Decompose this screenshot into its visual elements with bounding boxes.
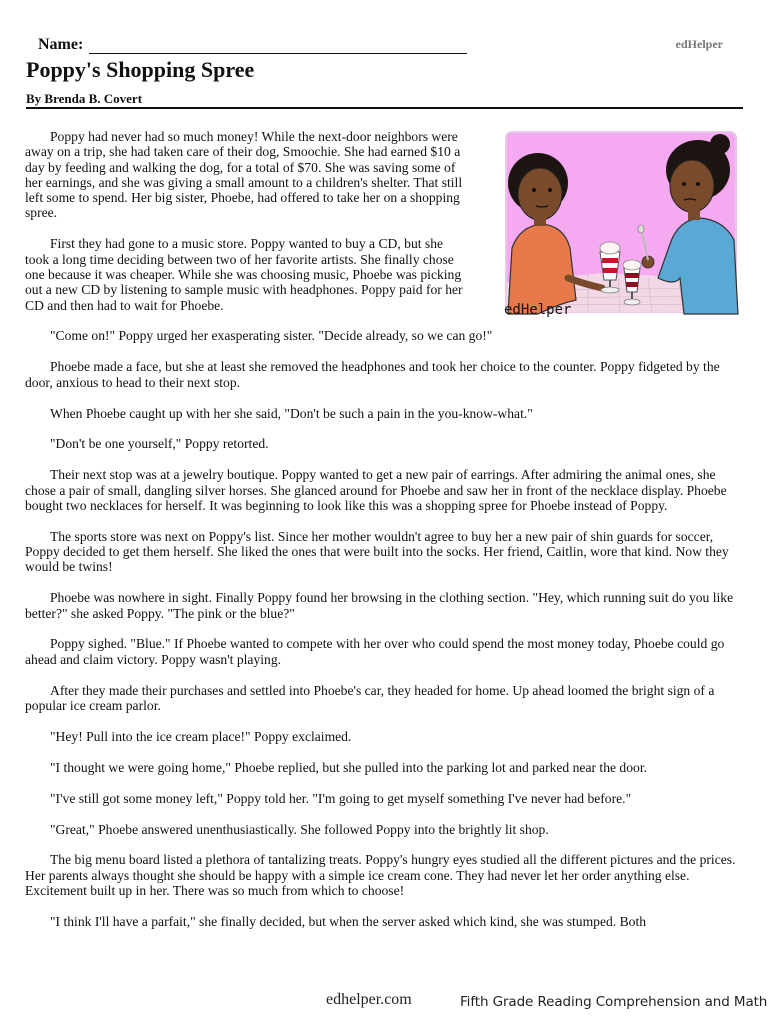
paragraph: Their next stop was at a jewelry boutique. Poppy wanted to get a new pair of earrings. After admiring the animal ones, she chose a pair of small, dangling silver horses. She glanced around for Phoebe and saw her in front of the necklace display. Phoebe bought two necklaces for herself. It was beginning to look like this was a shopping spree for Phoebe instead of Poppy. xyxy=(25,467,727,513)
story-title: Poppy's Shopping Spree xyxy=(26,57,255,82)
paragraph: After they made their purchases and settled into Phoebe's car, they headed for home. Up ahead loomed the bright sign of a popular ice cream parlor. xyxy=(25,682,715,713)
paragraph: "Come on!" Poppy urged her exasperating sister. "Decide already, so we can go!" xyxy=(50,328,493,344)
paragraph: "I think I'll have a parfait," she finally decided, but when the server asked which kind, she was stumped. Both xyxy=(50,913,647,929)
paragraph: Phoebe was nowhere in sight. Finally Poppy found her browsing in the clothing section. "Hey, which running suit do you like better?" she asked Poppy. "The pink or the blue?" xyxy=(25,590,734,621)
name-field xyxy=(38,36,467,54)
name-input-line[interactable] xyxy=(89,38,467,54)
paragraph: The big menu board listed a plethora of tantalizing treats. Poppy's hungry eyes studied all the different pictures and the prices. Her parents always thought she should be happy with a simple ice cream cone. They had never let her order anything else. Excitement built up in her. There was so much from which to choose! xyxy=(25,852,736,898)
name-label: Name: xyxy=(38,36,84,53)
footer-grade: Fifth Grade Reading Comprehension and Math xyxy=(460,994,768,1010)
paragraph: Poppy had never had so much money! While the next-door neighbors were away on a trip, she had taken care of their dog, Smoochie. She had earned $10 a day by feeding and walking the dog, for a total of $70. She was saving some of her earnings, and she was giving a small amount to a children's shelter. That still left some to spend. Her big sister, Phoebe, had offered to take her on a shopping spree. xyxy=(25,129,463,221)
paragraph: "I thought we were going home," Phoebe replied, but she pulled into the parking lot and parked near the door. xyxy=(50,759,647,775)
illustration-watermark: edHelper xyxy=(504,302,572,318)
paragraph: "Great," Phoebe answered unenthusiastically. She followed Poppy into the brightly lit shop. xyxy=(50,821,549,837)
byline: By Brenda B. Covert xyxy=(26,91,143,106)
title-rule xyxy=(26,107,743,109)
paragraph: First they had gone to a music store. Poppy wanted to buy a CD, but she took a long time deciding between two of her favorite artists. She finally chose one because it was cheaper. While she was choosing music, Phoebe was picking out a new CD by listening to sample music with headphones. Poppy paid for her CD and then had to wait for Phoebe. xyxy=(25,236,463,313)
paragraph: Phoebe made a face, but she at least she removed the headphones and took her choice to the counter. Poppy fidgeted by the door, anxious to head to their next stop. xyxy=(25,359,720,390)
paragraph: Poppy sighed. "Blue." If Phoebe wanted to compete with her over who could spend the most money today, Phoebe could go ahead and claim victory. Poppy wasn't playing. xyxy=(25,636,725,667)
paragraph: The sports store was next on Poppy's list. Since her mother wouldn't agree to buy her a new pair of shin guards for soccer, Poppy decided to get them herself. She liked the ones that were built into the socks. Her friend, Caitlin, wore that kind. Now they would be twins! xyxy=(25,528,729,575)
paragraph: "Hey! Pull into the ice cream place!" Poppy exclaimed. xyxy=(50,728,352,744)
paragraph: "Don't be one yourself," Poppy retorted. xyxy=(50,436,269,452)
footer-brand[interactable]: edhelper.com xyxy=(326,991,412,1008)
paragraph: When Phoebe caught up with her she said, "Don't be such a pain in the you-know-what." xyxy=(50,405,533,421)
paragraph: "I've still got some money left," Poppy told her. "I'm going to get myself something I've never had before." xyxy=(50,790,632,806)
brand-top: edHelper xyxy=(675,37,723,51)
story-body xyxy=(25,129,747,945)
